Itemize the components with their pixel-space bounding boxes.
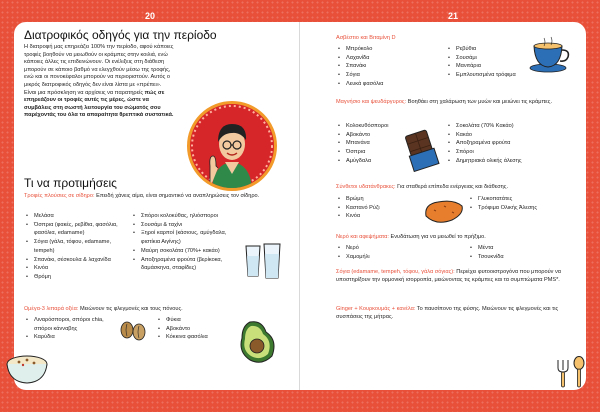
soy-section [336, 269, 576, 284]
magnesium-heading: Μαγνήσιο και ψευδάργυρος: [336, 99, 407, 105]
list-item: • Λαχανίδα [338, 54, 448, 63]
list-item: • Μαύρη σοκολάτα (70%+ κακάο) [133, 247, 238, 256]
avocado-icon [236, 318, 286, 366]
intro-paragraph-2 [24, 90, 174, 120]
list-item: • Νερό [338, 244, 418, 253]
list-item: • Καστανό Ρύζι [338, 204, 418, 213]
omega-section [24, 306, 274, 314]
iron-section [24, 193, 274, 201]
list-item: • Κινόα [26, 264, 122, 273]
tea-cup-icon [528, 34, 572, 74]
list-item: • Αμύγδαλα [338, 157, 418, 166]
chocolate-bar-icon [402, 128, 442, 172]
list-item: • Χαμομήλι [338, 253, 418, 262]
hydration-text: Ενυδάτωση για να μειωθεί το πρήξιμο. [388, 234, 486, 240]
magnesium-section [336, 99, 576, 107]
list-item: • Μανιτάρια [448, 62, 548, 71]
list-item: • Καρύδια [26, 333, 114, 342]
list-item: • Αποξηραμένα φρούτα (βερίκοκα, δαμάσκηνα, σταφίδες) [133, 256, 238, 273]
list-item: • Κόκκινα φασόλια [158, 333, 238, 342]
portrait-illustration [187, 101, 277, 191]
intro-text [24, 44, 174, 120]
list-item: • Θρόμη [26, 273, 122, 282]
intro-p2-bold: πώς σε επηρεάζουν οι τροφές αυτές τις μέρες, ώστε να συμβάλεις στη σωστή λειτουργία του σώματός σου παρέχοντάς του όλα τα απαραίτητα θρεπτικά συστατικά. [24, 89, 174, 119]
omega-list-col2 [158, 316, 238, 342]
hydration-list-col1 [338, 244, 418, 261]
list-item: • Μπανάνα [338, 139, 418, 148]
oat-bowl-icon [4, 350, 50, 386]
spoon-icon [572, 356, 586, 388]
iron-list-col1 [26, 212, 122, 282]
omega-heading: Ωμέγα-3 λιπαρά οξέα: [24, 306, 79, 312]
list-item: • Σόγια [338, 71, 448, 80]
carbs-list-col2 [470, 195, 570, 212]
page-number-right: 21 [448, 11, 459, 21]
soy-heading: Σόγια (edamame, tempeh, τόφου, γάλα σόγιας): [336, 269, 455, 275]
list-item: • Σόγια (γάλα, τόφου, edamame, tempeh) [26, 238, 122, 255]
list-item: • Κακάο [448, 131, 558, 140]
list-item: • Εμπλουτισμένα τρόφιμα [448, 71, 548, 80]
list-item: • Λιναρόσποροι, σπόροι chia, σπόροι κάνναβης [26, 316, 114, 333]
list-item: • Αβοκάντο [338, 131, 418, 140]
magnesium-text: Βοηθάει στη χαλάρωση των μυών και μειώνει τις κράμπες. [406, 99, 553, 105]
list-item: • Σπόροι [448, 148, 558, 157]
list-item: • Ρεβύθια [448, 45, 548, 54]
list-item: • Λευκά φασόλια [338, 80, 448, 89]
list-item: • Σουσάμι & ταχίνι [133, 221, 238, 230]
list-item: • Τρόφιμα Ολικής Άλεσης [470, 204, 570, 213]
ginger-section [336, 306, 576, 321]
list-item: • Μπρόκολο [338, 45, 448, 54]
carbs-list-col1 [338, 195, 418, 221]
list-item: • Ξηροί καρποί (κάσιους, αμύγδαλα, φιστίκια Αιγίνης) [133, 229, 238, 246]
list-item: • Σπανάκι [338, 62, 448, 71]
list-item: • Όσπρια (φακές, ρεβίθια, φασόλια, φασόλια, edamame) [26, 221, 122, 238]
fork-icon [556, 358, 570, 388]
list-item: • Αβοκάντο [158, 325, 238, 334]
list-item: • Αποξηραμένα φρούτα [448, 139, 558, 148]
page-number-left: 20 [145, 11, 156, 21]
list-item: • Σπόροι κολοκύθας, ηλιόσποροι [133, 212, 238, 221]
section-subtitle: Τι να προτιμήσεις [24, 176, 117, 190]
list-item: • Δημητριακά ολικής άλεσης [448, 157, 558, 166]
intro-paragraph-1: Η διατροφή μας επηρεάζει 100% την περίοδο, αφού κάποιες τροφές βοηθούν να μειωθούν οι κράμπες στην κοιλιά, ενώ κάποιες άλλες τις επιδεινώνουν. Οι ενέλιξεις στη διάθεση μπορούν σε κάποιο βαθμό να ελεγχθούν μέσω της τροφής, ενώ και οι πονοκέφαλοι μπορούν να περιοριστούν. Αυτός ο μικρός διατροφικός οδηγός δεν είναι λίστα με «πρέπει». [24, 44, 174, 88]
list-item: • Μελάσα [26, 212, 122, 221]
omega-text: Μειώνουν τις φλεγμονές και τους πόνους. [78, 306, 183, 312]
ginger-heading: Ginger + Κουρκουμάς + κανέλα: [336, 306, 416, 312]
iron-heading: Τροφές πλούσιες σε σίδηρο: [24, 193, 95, 199]
list-item: • Όσπρια [338, 148, 418, 157]
list-item: • Μέντα [470, 244, 570, 253]
page-title: Διατροφικός οδηγός για την περίοδο [24, 28, 217, 42]
glasses-icon [242, 238, 286, 282]
calcium-list-col1 [338, 45, 448, 89]
list-item: • Φύκια [158, 316, 238, 325]
list-item: • Τσουκνίδα [470, 253, 570, 262]
list-item: • Σοκολάτα (70% Κακάο) [448, 122, 558, 131]
sweet-potato-icon [420, 196, 466, 226]
intro-p2-plain: Είναι μια πρόσκληση να αρχίσεις να παρατηρείς [24, 89, 145, 96]
list-item: • Σουσάμι [448, 54, 548, 63]
soy-text: Περιέχει φυτοοιστρογόνα που μπορούν να υποστηρίξουν την ορμονική ισορροπία, μειώνοντας τις κράμπες και τα συμπτώματα PMS*. [336, 269, 562, 283]
list-item: • Κινόα [338, 212, 418, 221]
carbs-text: Για σταθερά επίπεδα ενέργειας και διάθεσης. [395, 184, 509, 190]
magnesium-list-col2 [448, 122, 558, 166]
book-spine [299, 22, 300, 390]
ginger-text: Το παυσίπονο της φύσης. Μειώνουν τις φλεγμονές και τις συσπάσεις της μήτρας. [336, 306, 559, 320]
hydration-section [336, 234, 576, 242]
list-item: • Κολοκυθόσποροι [338, 122, 418, 131]
omega-list-col1 [26, 316, 114, 342]
iron-text: Επειδή χάνεις αίμα, είναι σημαντικό να αναπληρώσεις τον σίδηρο. [94, 193, 260, 199]
carbs-heading: Σύνθετοι υδατάνθρακες: [336, 184, 396, 190]
list-item: • Βρώμη [338, 195, 418, 204]
list-item: • Σπανάκι, σέσκουλα & λαχανίδα [26, 256, 122, 265]
seeds-icon [118, 318, 148, 344]
hydration-heading: Νερό και αφεψήματα: [336, 234, 389, 240]
carbs-section [336, 184, 576, 192]
calcium-heading: Ασβέστιο και Βιταμίνη D [336, 35, 396, 41]
list-item: • Γλυκοπατάτες [470, 195, 570, 204]
hydration-list-col2 [470, 244, 570, 261]
iron-list-col2 [133, 212, 238, 273]
